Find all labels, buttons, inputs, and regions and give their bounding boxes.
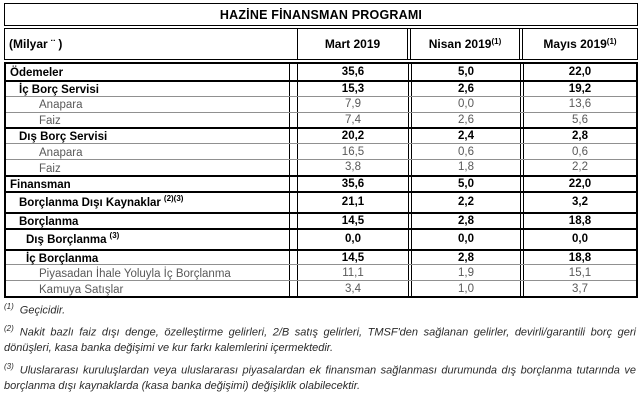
row-label xyxy=(6,82,289,96)
cell-mart-2019: 14,5 xyxy=(341,251,365,264)
cell-nisan-2019: 0,0 xyxy=(408,97,520,112)
cell-mart-2019: 15,3 xyxy=(341,82,365,95)
row-label-text: Finansman xyxy=(10,178,71,191)
cell-mart-2019: 14,5 xyxy=(341,214,365,227)
cell-mayis-2019: 15,1 xyxy=(520,265,636,280)
table-row xyxy=(6,96,636,112)
row-label xyxy=(6,195,289,209)
column-spacer xyxy=(289,144,298,159)
table-row xyxy=(6,264,636,280)
row-label xyxy=(6,251,289,265)
unit-label: (Milyar ¨ ) xyxy=(9,37,63,51)
cell-nisan-2019: 2,4 xyxy=(408,129,520,143)
cell-mayis-2019: 18,8 xyxy=(520,251,636,265)
cell-nisan-2019: 2,2 xyxy=(408,193,520,212)
cell-mayis-2019: 3,2 xyxy=(520,193,636,212)
row-label xyxy=(6,161,289,175)
footnote xyxy=(4,363,638,395)
column-spacer xyxy=(289,160,298,175)
cell-mayis-2019: 2,2 xyxy=(520,160,636,175)
column-label: Mart 2019 xyxy=(324,37,381,51)
footnote-marker: (1) xyxy=(4,302,14,312)
cell-nisan-2019: 5,0 xyxy=(408,64,520,80)
cell-mart-2019: 7,4 xyxy=(345,113,361,126)
row-label xyxy=(6,177,289,191)
table-row xyxy=(6,64,636,80)
row-label-text: Dış Borçlanma xyxy=(26,234,107,246)
row-footnote-marker: (2)(3) xyxy=(163,194,184,204)
row-label xyxy=(6,113,289,127)
cell-mayis-2019: 22,0 xyxy=(520,177,636,191)
footnote-text: Nakit bazlı faiz dışı denge, özelleştirme gelirleri, 2/B satış gelirleri, TMSF'den sağlanan gelirler, devirli/garantili borç geri dönüşleri, kasa banka değişimi ve kur farkı kalemlerini içermektedir. xyxy=(4,326,636,355)
table-row xyxy=(6,175,636,191)
row-label xyxy=(6,145,289,159)
cell-mart-2019: 20,2 xyxy=(341,130,365,143)
table-title-box xyxy=(4,3,638,26)
table-row xyxy=(6,112,636,128)
header-unit-label xyxy=(5,29,297,59)
row-label xyxy=(6,214,289,228)
cell-mart-2019: 3,8 xyxy=(345,161,361,174)
column-label: Mayıs 2019 xyxy=(543,37,607,51)
footnote-marker: (3) xyxy=(4,361,14,371)
row-label-text: Kamuya Satışlar xyxy=(39,283,124,296)
cell-nisan-2019: 2,8 xyxy=(408,214,520,228)
row-label-text: Anapara xyxy=(39,146,83,159)
column-spacer xyxy=(289,82,298,96)
column-spacer xyxy=(289,129,298,143)
cell-mart-2019: 16,5 xyxy=(341,145,365,158)
row-label xyxy=(6,232,289,246)
financing-table-body xyxy=(4,62,638,298)
cell-nisan-2019: 0,6 xyxy=(408,144,520,159)
footnote-marker: (2) xyxy=(4,324,14,334)
row-label-text: İç Borç Servisi xyxy=(19,83,99,96)
cell-mart-2019: 35,6 xyxy=(341,177,365,190)
cell-mayis-2019: 22,0 xyxy=(520,64,636,80)
table-row xyxy=(6,159,636,175)
footnote xyxy=(4,325,638,357)
row-label-text: Faiz xyxy=(39,114,61,127)
footnote-text: Uluslararası kuruluşlardan veya uluslararası piyasalardan ek finansman sağlanması durumunda dış borçlanma tutarında ve borçlanma dışı kaynaklarda (kasa banka değişimi) değişiklik olabilecektir. xyxy=(4,364,636,393)
table-row xyxy=(6,228,636,249)
cell-mayis-2019: 5,6 xyxy=(520,113,636,128)
cell-mayis-2019: 3,7 xyxy=(520,281,636,296)
row-label xyxy=(6,266,289,280)
cell-mayis-2019: 0,0 xyxy=(520,230,636,249)
row-label-text: Borçlanma xyxy=(19,215,79,228)
column-spacer xyxy=(289,113,298,128)
cell-nisan-2019: 5,0 xyxy=(408,177,520,191)
column-spacer xyxy=(289,265,298,280)
footnote-text: Geçicidir. xyxy=(19,304,66,317)
table-row xyxy=(6,80,636,96)
cell-mart-2019: 0,0 xyxy=(345,233,361,246)
cell-mayis-2019: 18,8 xyxy=(520,214,636,228)
header-mart-2019 xyxy=(297,29,407,59)
column-spacer xyxy=(289,230,298,249)
column-spacer xyxy=(289,177,298,191)
cell-mart-2019: 3,4 xyxy=(345,282,361,295)
page-title: HAZİNE FİNANSMAN PROGRAMI xyxy=(219,7,423,22)
table-row xyxy=(6,127,636,143)
header-nisan-2019 xyxy=(407,29,519,59)
row-label-text: Anapara xyxy=(39,99,83,112)
cell-mayis-2019: 13,6 xyxy=(520,97,636,112)
cell-mart-2019: 11,1 xyxy=(342,266,364,279)
footnotes-section xyxy=(4,303,638,394)
cell-mayis-2019: 2,8 xyxy=(520,129,636,143)
column-footnote-marker: (1) xyxy=(491,37,502,46)
row-footnote-marker: (3) xyxy=(109,231,120,241)
cell-nisan-2019: 2,6 xyxy=(408,113,520,128)
cell-mayis-2019: 0,6 xyxy=(520,144,636,159)
footnote xyxy=(4,303,638,319)
row-label-text: Borçlanma Dışı Kaynaklar xyxy=(19,197,161,210)
table-row xyxy=(6,280,636,296)
row-label-text: İç Borçlanma xyxy=(26,252,99,265)
table-row xyxy=(6,143,636,159)
column-spacer xyxy=(289,214,298,228)
cell-nisan-2019: 2,8 xyxy=(408,251,520,265)
row-label-text: Piyasadan İhale Yoluyla İç Borçlanma xyxy=(39,267,231,280)
column-spacer xyxy=(289,97,298,112)
cell-mayis-2019: 19,2 xyxy=(520,82,636,96)
cell-mart-2019: 21,1 xyxy=(341,196,365,209)
cell-mart-2019: 35,6 xyxy=(341,65,365,78)
cell-mart-2019: 7,9 xyxy=(345,98,361,111)
table-row xyxy=(6,249,636,265)
row-label xyxy=(6,65,289,79)
table-row xyxy=(6,212,636,228)
row-label-text: Ödemeler xyxy=(10,66,64,79)
column-footnote-marker: (1) xyxy=(606,37,617,46)
column-label: Nisan 2019 xyxy=(428,37,492,51)
column-spacer xyxy=(289,193,298,212)
cell-nisan-2019: 2,6 xyxy=(408,82,520,96)
table-header-row xyxy=(4,28,638,60)
cell-nisan-2019: 0,0 xyxy=(408,230,520,249)
cell-nisan-2019: 1,8 xyxy=(408,160,520,175)
table-row xyxy=(6,191,636,212)
cell-nisan-2019: 1,9 xyxy=(408,265,520,280)
column-spacer xyxy=(289,281,298,296)
column-spacer xyxy=(289,64,298,80)
row-label-text: Faiz xyxy=(39,162,61,175)
row-label xyxy=(6,282,289,296)
header-mayis-2019 xyxy=(519,29,637,59)
column-spacer xyxy=(289,251,298,265)
row-label xyxy=(6,97,289,111)
row-label xyxy=(6,129,289,143)
cell-nisan-2019: 1,0 xyxy=(408,281,520,296)
row-label-text: Dış Borç Servisi xyxy=(19,131,108,144)
